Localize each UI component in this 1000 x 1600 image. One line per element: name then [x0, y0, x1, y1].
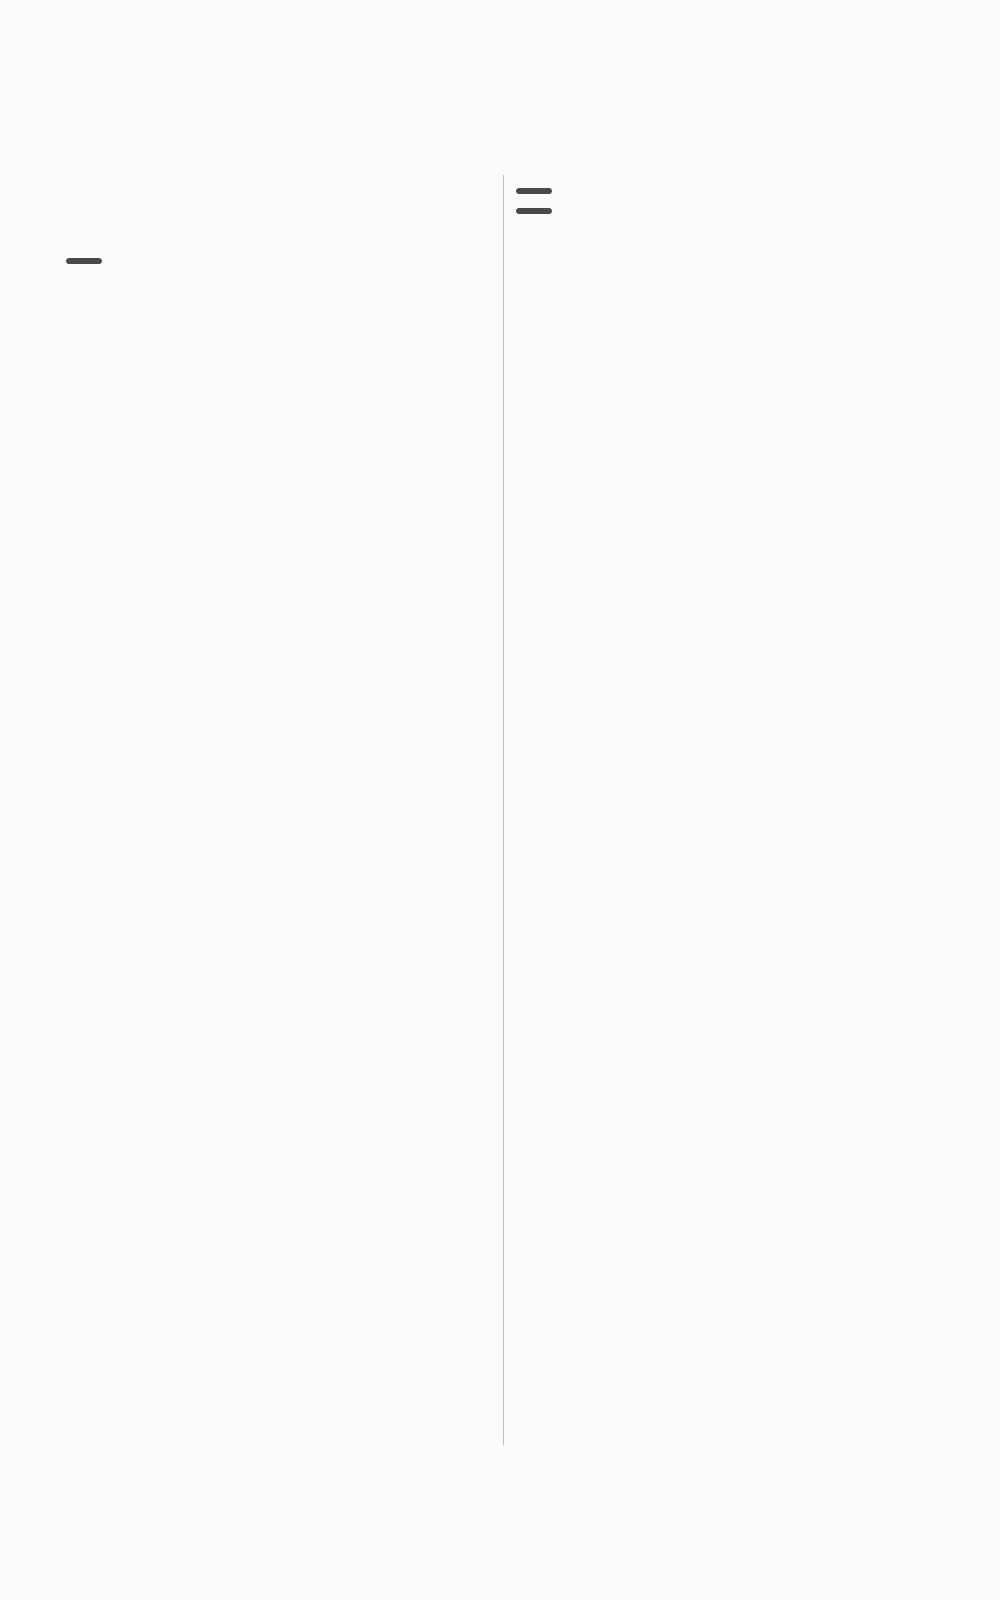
column-divider	[503, 175, 504, 1445]
right-column	[516, 174, 951, 222]
section-header-basic	[66, 258, 496, 264]
section-badge	[516, 188, 552, 194]
section-header-literacy	[516, 208, 951, 214]
corner-logo	[810, 1500, 980, 1590]
section-badge	[516, 208, 552, 214]
section-title	[66, 206, 496, 238]
page-header	[680, 138, 980, 161]
section-badge	[66, 258, 102, 264]
section-header-ability	[516, 188, 951, 194]
left-column	[66, 194, 496, 272]
